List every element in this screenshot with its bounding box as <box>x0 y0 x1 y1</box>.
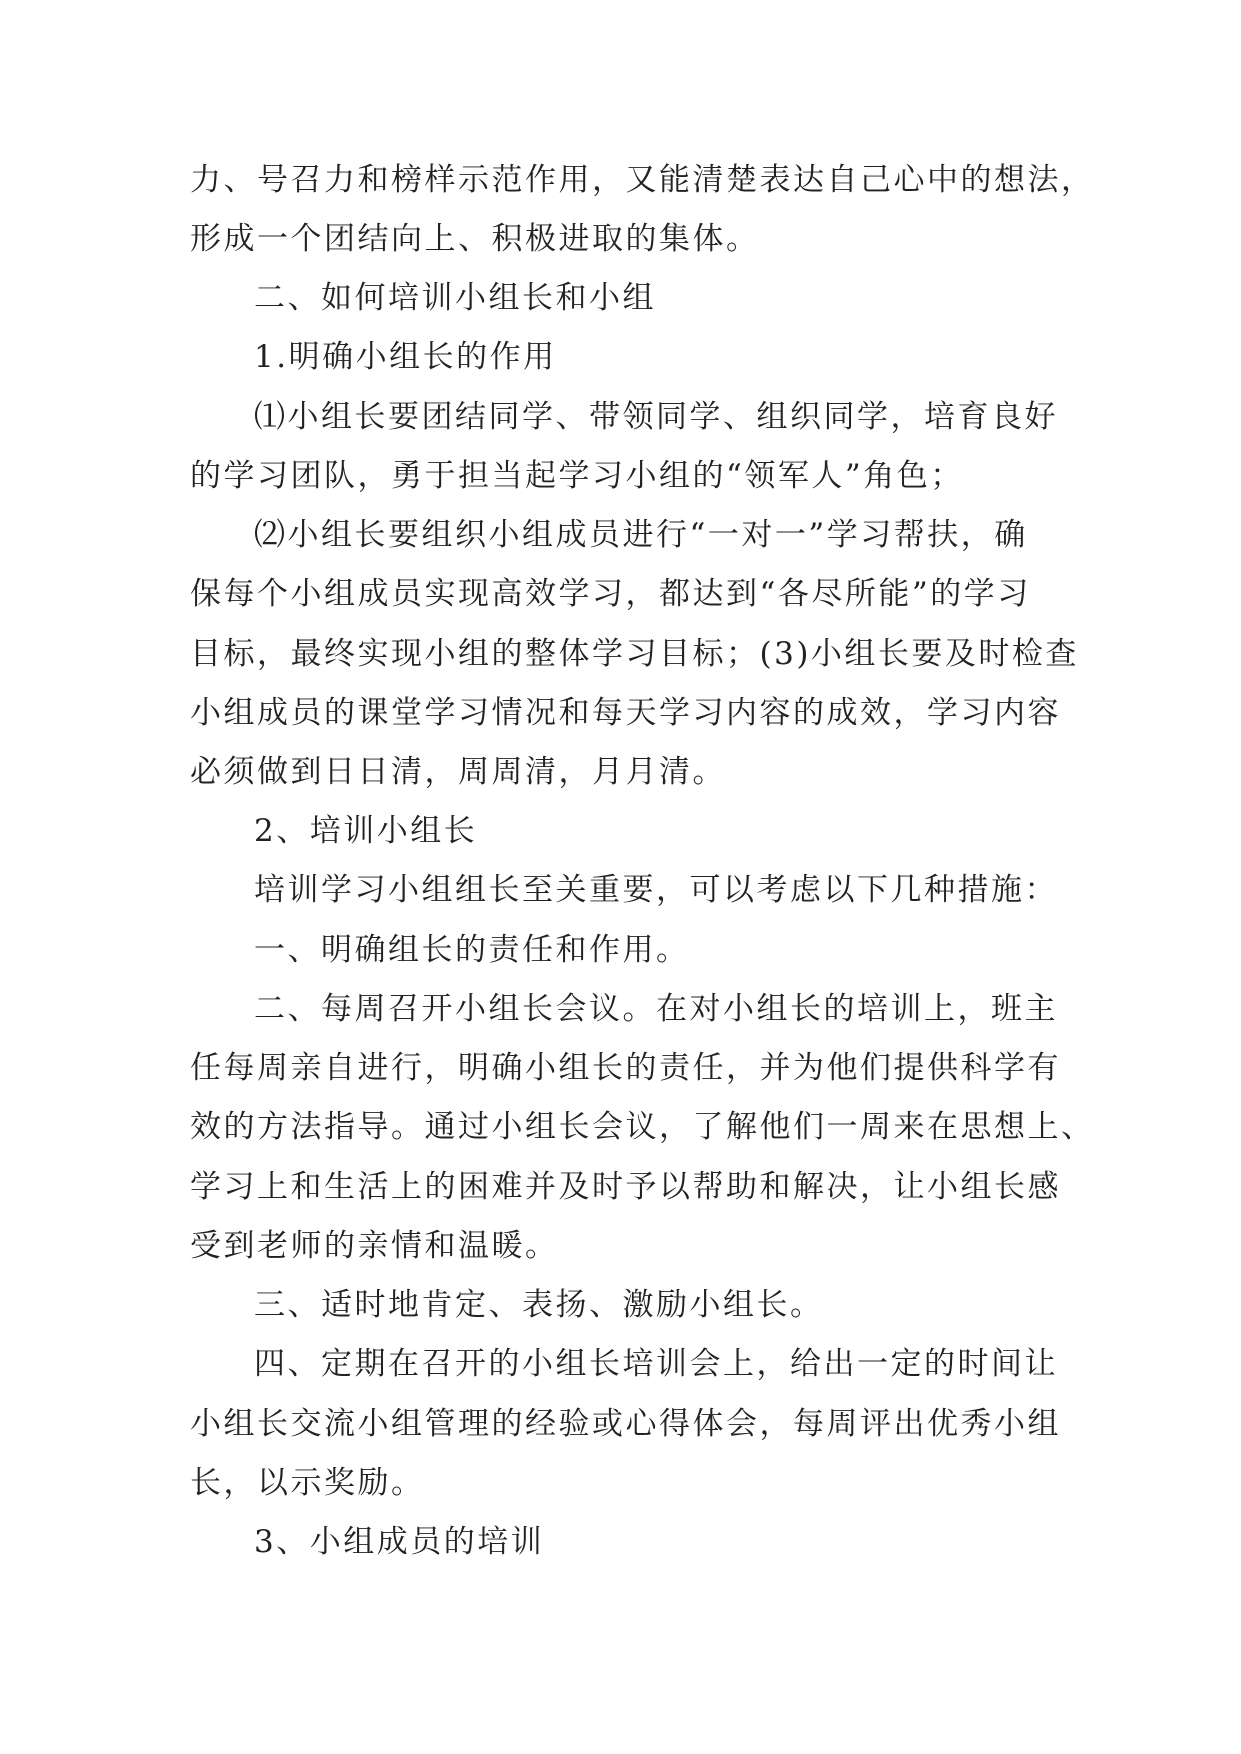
section-heading: 二、如何培训小组长和小组 <box>254 280 656 316</box>
paragraph-line: 形成一个团结向上、积极进取的集体。 <box>190 221 760 257</box>
paragraph-line: 任每周亲自进行，明确小组长的责任，并为他们提供科学有 <box>190 1050 1061 1086</box>
paragraph-line: 的学习团队，勇于担当起学习小组的“领军人”角色； <box>190 458 964 494</box>
paragraph-line: 小组长交流小组管理的经验或心得体会，每周评出优秀小组 <box>190 1406 1061 1442</box>
subsection-heading: 1.明确小组长的作用 <box>254 339 557 375</box>
paragraph-line: ⑴小组长要团结同学、带领同学、组织同学，培育良好 <box>254 399 1058 435</box>
paragraph-line: 长，以示奖励。 <box>190 1465 425 1501</box>
paragraph-line: 必须做到日日清，周周清，月月清。 <box>190 754 726 790</box>
paragraph-line: 保每个小组成员实现高效学习，都达到“各尽所能”的学习 <box>190 576 1031 612</box>
paragraph-line: 目标，最终实现小组的整体学习目标；(3)小组长要及时检查 <box>190 636 1079 672</box>
paragraph-line: 二、每周召开小组长会议。在对小组长的培训上，班主 <box>254 991 1058 1027</box>
subsection-heading: 2、培训小组长 <box>254 813 478 849</box>
paragraph-line: 四、定期在召开的小组长培训会上，给出一定的时间让 <box>254 1346 1058 1382</box>
paragraph-line: 一、明确组长的责任和作用。 <box>254 932 690 968</box>
paragraph-line: 培训学习小组组长至关重要，可以考虑以下几种措施： <box>254 872 1058 908</box>
paragraph-line: 小组成员的课堂学习情况和每天学习内容的成效，学习内容 <box>190 695 1061 731</box>
paragraph-line: 三、适时地肯定、表扬、激励小组长。 <box>254 1287 824 1323</box>
subsection-heading: 3、小组成员的培训 <box>254 1524 545 1560</box>
paragraph-line: ⑵小组长要组织小组成员进行“一对一”学习帮扶，确 <box>254 517 1028 553</box>
paragraph-line: 力、号召力和榜样示范作用，又能清楚表达自己心中的想法， <box>190 162 1095 198</box>
paragraph-line: 效的方法指导。通过小组长会议，了解他们一周来在思想上、 <box>190 1109 1095 1145</box>
paragraph-line: 受到老师的亲情和温暖。 <box>190 1228 559 1264</box>
paragraph-line: 学习上和生活上的困难并及时予以帮助和解决，让小组长感 <box>190 1169 1061 1205</box>
